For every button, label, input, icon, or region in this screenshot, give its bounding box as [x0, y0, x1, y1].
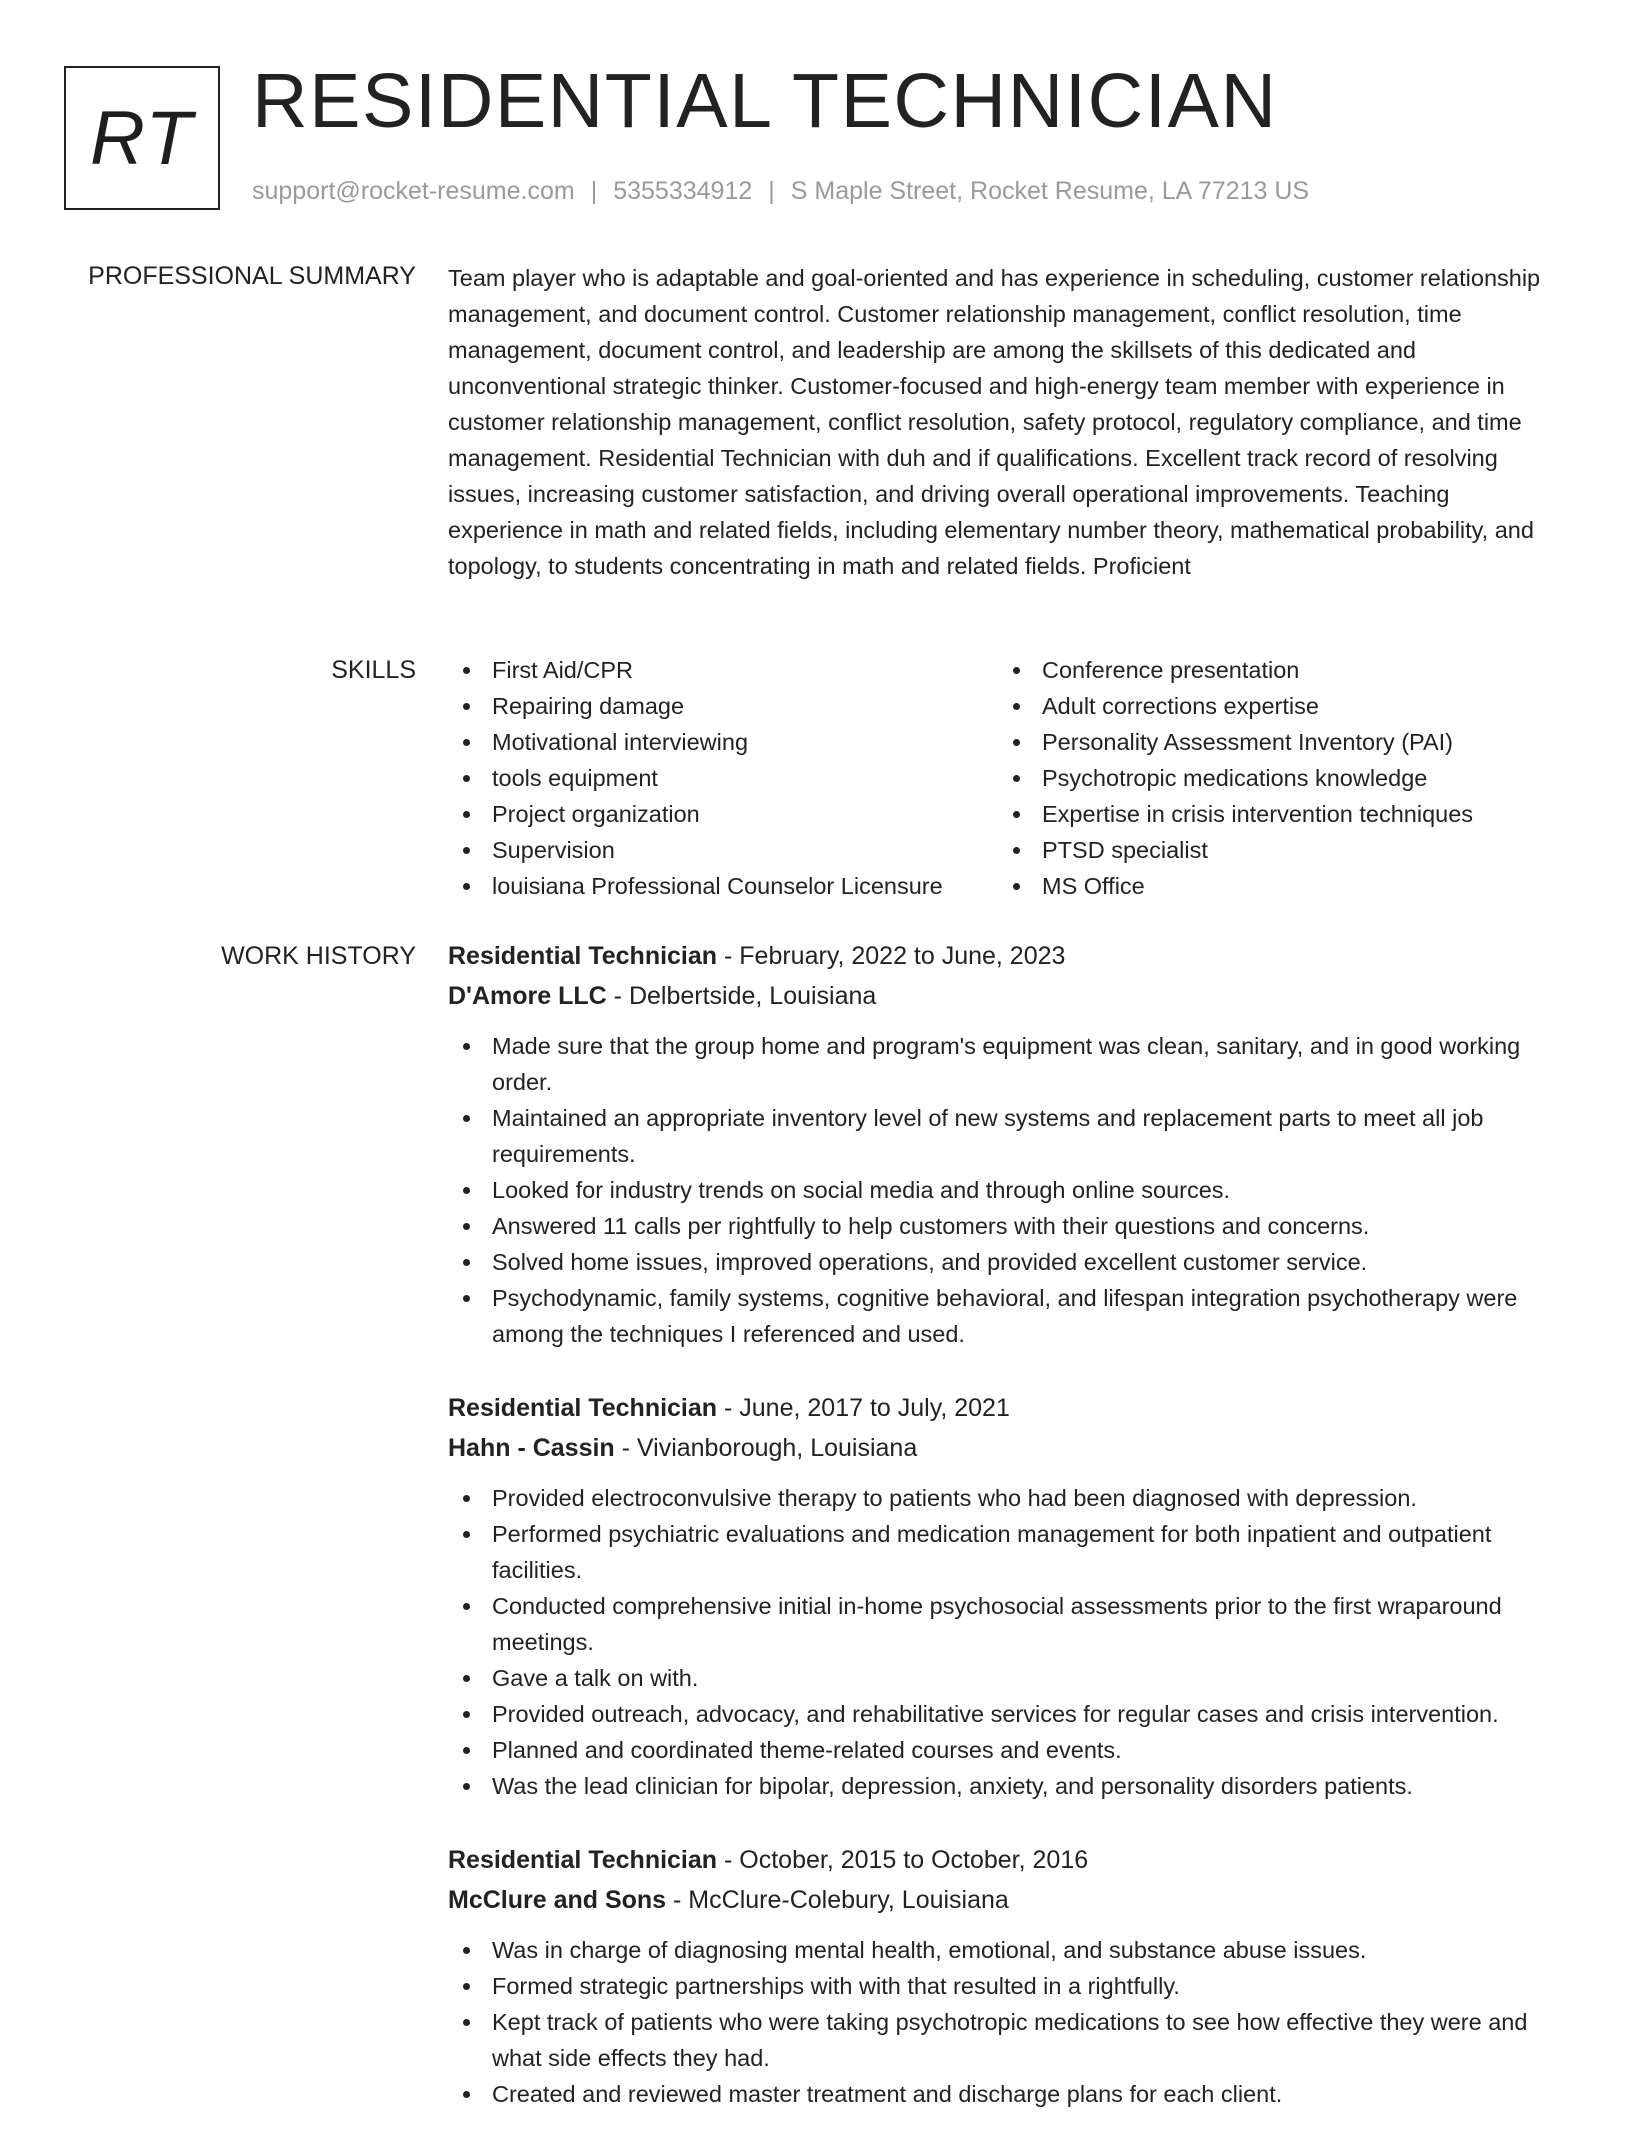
job-title-line: [448, 1840, 1564, 1880]
job-company-line: [448, 976, 1564, 1016]
skill-item: PTSD specialist: [998, 832, 1548, 868]
job-entry: [448, 936, 1564, 1352]
monogram-logo: [64, 66, 220, 210]
skill-item: Psychotropic medications knowledge: [998, 760, 1548, 796]
skill-item: Project organization: [448, 796, 998, 832]
job-dates: - October, 2015 to October, 2016: [717, 1846, 1089, 1874]
job-bullet: Provided outreach, advocacy, and rehabilitative services for regular cases and crisis intervention.: [448, 1696, 1564, 1732]
job-bullet: Planned and coordinated theme-related courses and events.: [448, 1732, 1564, 1768]
job-bullet: Kept track of patients who were taking psychotropic medications to see how effective they were and what side effects they had.: [448, 2004, 1564, 2076]
skill-item: tools equipment: [448, 760, 998, 796]
contact-separator: |: [768, 177, 775, 205]
job-company: D'Amore LLC: [448, 982, 607, 1010]
job-title: Residential Technician: [448, 942, 718, 970]
work-history-section: [448, 936, 1564, 2148]
summary-text: Team player who is adaptable and goal-oriented and has experience in scheduling, customer relationship management, and document control. Customer relationship management, conflict resolution, time management, document control, and leadership are among the skillsets of this dedicated and unconventional strategic thinker. Customer-focused and high-energy team member with experience in customer relationship management, conflict resolution, safety protocol, regulatory compliance, and time management. Residential Technician with duh and if qualifications. Excellent track record of resolving issues, increasing customer satisfaction, and driving overall operational improvements. Teaching experience in math and related fields, including elementary number theory, mathematical probability, and topology, to students concentrating in math and related fields. Proficient: [448, 265, 1541, 579]
job-bullet: Psychodynamic, family systems, cognitive behavioral, and lifespan integration psychotherapy were among the techniques I referenced and used.: [448, 1280, 1564, 1352]
job-company: Hahn - Cassin: [448, 1434, 615, 1462]
skill-item: Expertise in crisis intervention techniques: [998, 796, 1548, 832]
job-title-line: [448, 1388, 1564, 1428]
skills-column-right: [998, 652, 1548, 904]
skill-item: Personality Assessment Inventory (PAI): [998, 724, 1548, 760]
job-dates: - February, 2022 to June, 2023: [717, 942, 1066, 970]
section-label-summary: PROFESSIONAL SUMMARY: [88, 262, 416, 290]
job-bullet: Created and reviewed master treatment and discharge plans for each client.: [448, 2076, 1564, 2112]
skill-item: louisiana Professional Counselor Licensure: [448, 868, 998, 904]
job-location: - Delbertside, Louisiana: [606, 982, 877, 1010]
job-bullet: Answered 11 calls per rightfully to help customers with their questions and concerns.: [448, 1208, 1564, 1244]
job-bullet: Gave a talk on with.: [448, 1660, 1564, 1696]
contact-line: [252, 174, 1309, 208]
job-bullets: [448, 1028, 1564, 1352]
skills-grid: [448, 652, 1564, 904]
job-bullet: Maintained an appropriate inventory level of new systems and replacement parts to meet all job requirements.: [448, 1100, 1564, 1172]
job-bullet: Solved home issues, improved operations, and provided excellent customer service.: [448, 1244, 1564, 1280]
job-bullet: Looked for industry trends on social media and through online sources.: [448, 1172, 1564, 1208]
job-company-line: [448, 1880, 1564, 1920]
job-title: Residential Technician: [448, 1846, 718, 1874]
job-bullets: [448, 1480, 1564, 1804]
skill-item: Motivational interviewing: [448, 724, 998, 760]
job-company: McClure and Sons: [448, 1886, 667, 1914]
job-bullets: [448, 1932, 1564, 2112]
skill-item: First Aid/CPR: [448, 652, 998, 688]
contact-email[interactable]: support@rocket-resume.com: [252, 177, 575, 205]
contact-phone[interactable]: 5355334912: [613, 177, 753, 205]
monogram-text: RT: [90, 95, 194, 181]
job-dates: - June, 2017 to July, 2021: [717, 1394, 1010, 1422]
job-bullet: Provided electroconvulsive therapy to patients who had been diagnosed with depression.: [448, 1480, 1564, 1516]
job-title-line: [448, 936, 1564, 976]
job-bullet: Conducted comprehensive initial in-home psychosocial assessments prior to the first wraparound meetings.: [448, 1588, 1564, 1660]
job-company-line: [448, 1428, 1564, 1468]
skill-item: Conference presentation: [998, 652, 1548, 688]
job-bullet: Was in charge of diagnosing mental health, emotional, and substance abuse issues.: [448, 1932, 1564, 1968]
skill-item: MS Office: [998, 868, 1548, 904]
section-label-skills: SKILLS: [331, 656, 416, 684]
job-location: - Vivianborough, Louisiana: [614, 1434, 918, 1462]
job-title: Residential Technician: [448, 1394, 718, 1422]
contact-address: S Maple Street, Rocket Resume, LA 77213 US: [790, 177, 1310, 205]
job-bullet: Formed strategic partnerships with with that resulted in a rightfully.: [448, 1968, 1564, 2004]
job-bullet: Made sure that the group home and program's equipment was clean, sanitary, and in good working order.: [448, 1028, 1564, 1100]
contact-separator: |: [590, 177, 598, 205]
skills-section: [448, 652, 1564, 904]
summary-section: [448, 260, 1564, 584]
job-location: - McClure-Colebury, Louisiana: [666, 1886, 1009, 1914]
skill-item: Repairing damage: [448, 688, 998, 724]
skill-item: Adult corrections expertise: [998, 688, 1548, 724]
skills-column-left: [448, 652, 998, 904]
section-label-work-history: WORK HISTORY: [221, 942, 416, 970]
job-bullet: Was the lead clinician for bipolar, depression, anxiety, and personality disorders patients.: [448, 1768, 1564, 1804]
job-entry: [448, 1840, 1564, 2112]
resume-name: RESIDENTIAL TECHNICIAN: [252, 58, 1278, 144]
skill-item: Supervision: [448, 832, 998, 868]
job-bullet: Performed psychiatric evaluations and medication management for both inpatient and outpatient facilities.: [448, 1516, 1564, 1588]
job-entry: [448, 1388, 1564, 1804]
